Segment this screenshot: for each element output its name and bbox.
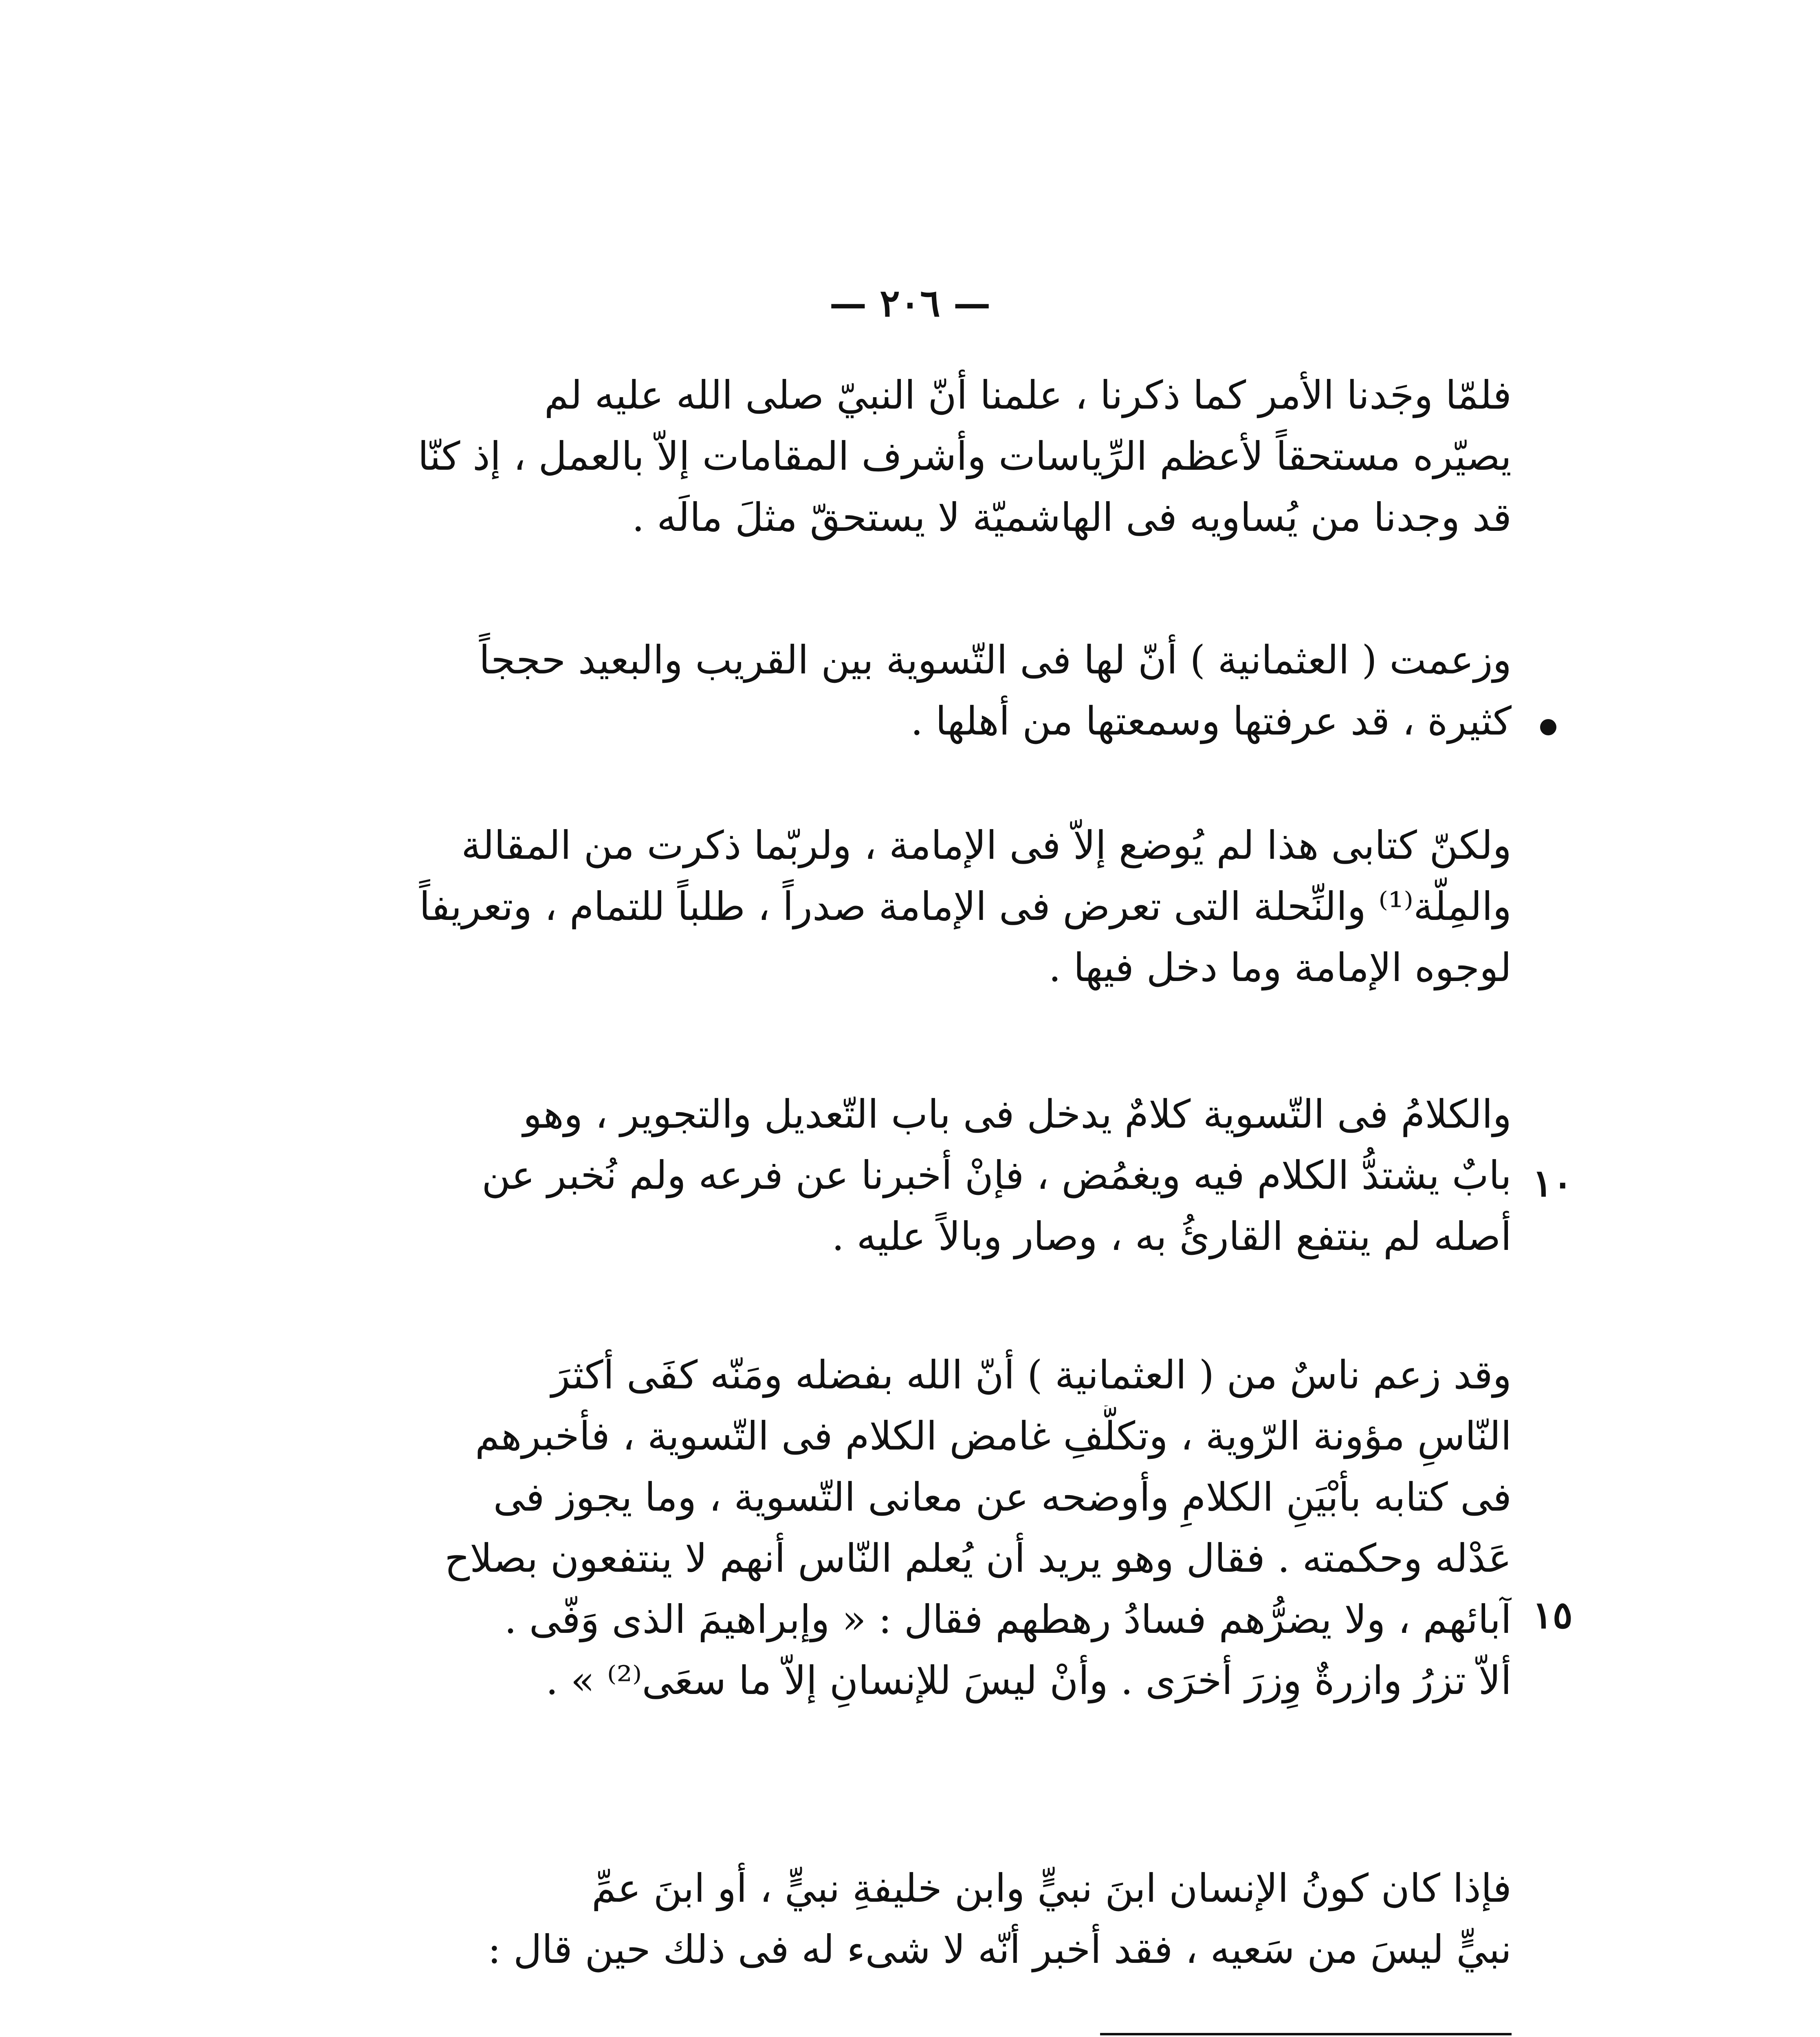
- text-line: يصيّره مستحقاً لأعظم الرِّياسات وأشرف المقامات إلاّ بالعمل ، إذ كنّا: [418, 433, 1512, 479]
- footnote-divider: [1100, 2033, 1512, 2035]
- text-line: وقد زعم ناسٌ من ( العثمانية ) أنّ الله بفضله ومَنّه كفَى أكثرَ: [551, 1352, 1512, 1398]
- line-marker-5-bullet-icon: [1540, 719, 1556, 735]
- text-line: أصله لم ينتفع القارئُ به ، وصار وبالاً عليه .: [832, 1214, 1512, 1259]
- paragraph-2: [350, 629, 1512, 752]
- text-line: لوجوه الإمامة وما دخل فيها .: [1048, 945, 1512, 990]
- text-line: قد وجدنا من يُساويه فى الهاشميّة لا يستحقّ مثلَ مالَه .: [632, 495, 1512, 540]
- paragraph-3: [350, 815, 1512, 998]
- page-number: — ٢٠٦ —: [829, 281, 991, 325]
- text-line: فلمّا وجَدنا الأمر كما ذكرنا ، علمنا أنّ النبيّ صلى الله عليه لم: [544, 372, 1512, 418]
- text-line: وزعمت ( العثمانية ) أنّ لها فى التّسوية بين القريب والبعيد حججاً: [479, 637, 1512, 683]
- text-line: والكلامُ فى التّسوية كلامٌ يدخل فى باب التّعديل والتجوير ، وهو: [523, 1091, 1512, 1137]
- text-line: عَدْله وحكمته . فقال وهو يريد أن يُعلم النّاس أنهم لا ينتفعون بصلاح: [445, 1535, 1512, 1581]
- line-marker-15: ١٥: [1532, 1593, 1573, 1637]
- line-marker-10: ١٠: [1532, 1161, 1573, 1205]
- text-line: بابٌ يشتدُّ الكلام فيه ويغمُض ، فإنْ أخبرنا عن فرعه ولم نُخبر عن: [482, 1153, 1512, 1198]
- text-line: ألاّ تزرُ وازرةٌ وِزرَ أخرَى . وأنْ ليسَ للإنسانِ إلاّ ما سعَى⁽²⁾ » .: [546, 1658, 1512, 1703]
- text-line: آبائهم ، ولا يضرُّهم فسادُ رهطهم فقال : « وإبراهيمَ الذى وَفّى .: [504, 1597, 1512, 1642]
- text-line: كثيرة ، قد عرفتها وسمعتها من أهلها .: [910, 698, 1512, 744]
- paragraph-1: [350, 365, 1512, 548]
- text-line: فى كتابه بأبْيَنِ الكلامِ وأوضحه عن معانى التّسوية ، وما يجوز فى: [493, 1474, 1512, 1520]
- text-line: فإذا كان كونُ الإنسان ابنَ نبيٍّ وابن خليفةِ نبيٍّ ، أو ابنَ عمِّ: [591, 1865, 1512, 1911]
- text-line: نبيٍّ ليسَ من سَعيه ، فقد أخبر أنّه لا شىء له فى ذلك حين قال :: [488, 1927, 1512, 1972]
- paragraph-6: [350, 1858, 1512, 1980]
- text-line: ولكنّ كتابى هذا لم يُوضع إلاّ فى الإمامة ، ولربّما ذكرت من المقالة: [461, 823, 1512, 868]
- text-line: النّاسِ مؤونة الرّوية ، وتكلُّفِ غامض الكلام فى التّسوية ، فأخبرهم: [475, 1413, 1512, 1459]
- text-line: والمِلّة⁽¹⁾ والنِّحلة التى تعرض فى الإمامة صدراً ، طلباً للتمام ، وتعريفاً: [419, 884, 1512, 929]
- paragraph-5: [350, 1344, 1512, 1711]
